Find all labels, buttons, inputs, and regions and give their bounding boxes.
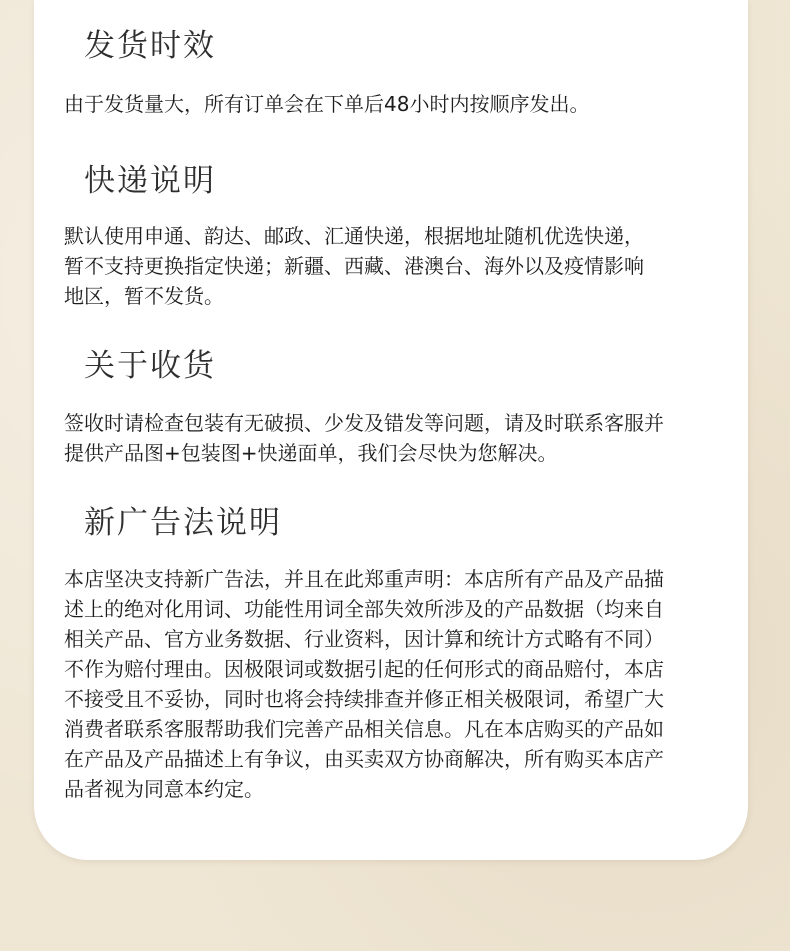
body-line: 相关产品、官方业务数据、行业资料，因计算和统计方式略有不同）	[64, 627, 664, 651]
section-body-receiving	[64, 408, 724, 468]
body-line: 签收时请检查包装有无破损、少发及错发等问题，请及时联系客服并	[64, 411, 664, 435]
body-line: 由于发货量大，所有订单会在下单后48小时内按顺序发出。	[64, 92, 590, 116]
notice-card	[34, 0, 748, 860]
body-line: 不接受且不妥协，同时也将会持续排查并修正相关极限词，希望广大	[64, 687, 664, 711]
body-line: 默认使用申通、韵达、邮政、汇通快递，根据地址随机优选快递，	[64, 224, 644, 248]
section-title-receiving: 关于收货	[84, 348, 216, 384]
body-line: 不作为赔付理由。因极限词或数据引起的任何形式的商品赔付，本店	[64, 657, 664, 681]
body-line: 暂不支持更换指定快递；新疆、西藏、港澳台、海外以及疫情影响	[64, 254, 644, 278]
body-line: 消费者联系客服帮助我们完善产品相关信息。凡在本店购买的产品如	[64, 717, 664, 741]
section-title-courier: 快递说明	[84, 163, 216, 199]
body-line: 在产品及产品描述上有争议，由买卖双方协商解决，所有购买本店产	[64, 747, 664, 771]
body-line: 本店坚决支持新广告法，并且在此郑重声明：本店所有产品及产品描	[64, 567, 664, 591]
section-title-shipping-time: 发货时效	[84, 28, 216, 64]
body-line: 提供产品图+包装图+快递面单，我们会尽快为您解决。	[64, 441, 558, 465]
section-body-courier	[64, 221, 724, 311]
section-title-ad-law: 新广告法说明	[84, 505, 282, 541]
body-line: 地区，暂不发货。	[64, 284, 224, 308]
body-line: 品者视为同意本约定。	[64, 777, 264, 801]
body-line: 述上的绝对化用词、功能性用词全部失效所涉及的产品数据（均来自	[64, 597, 664, 621]
section-body-ad-law	[64, 564, 724, 804]
section-body-shipping-time	[64, 89, 724, 119]
